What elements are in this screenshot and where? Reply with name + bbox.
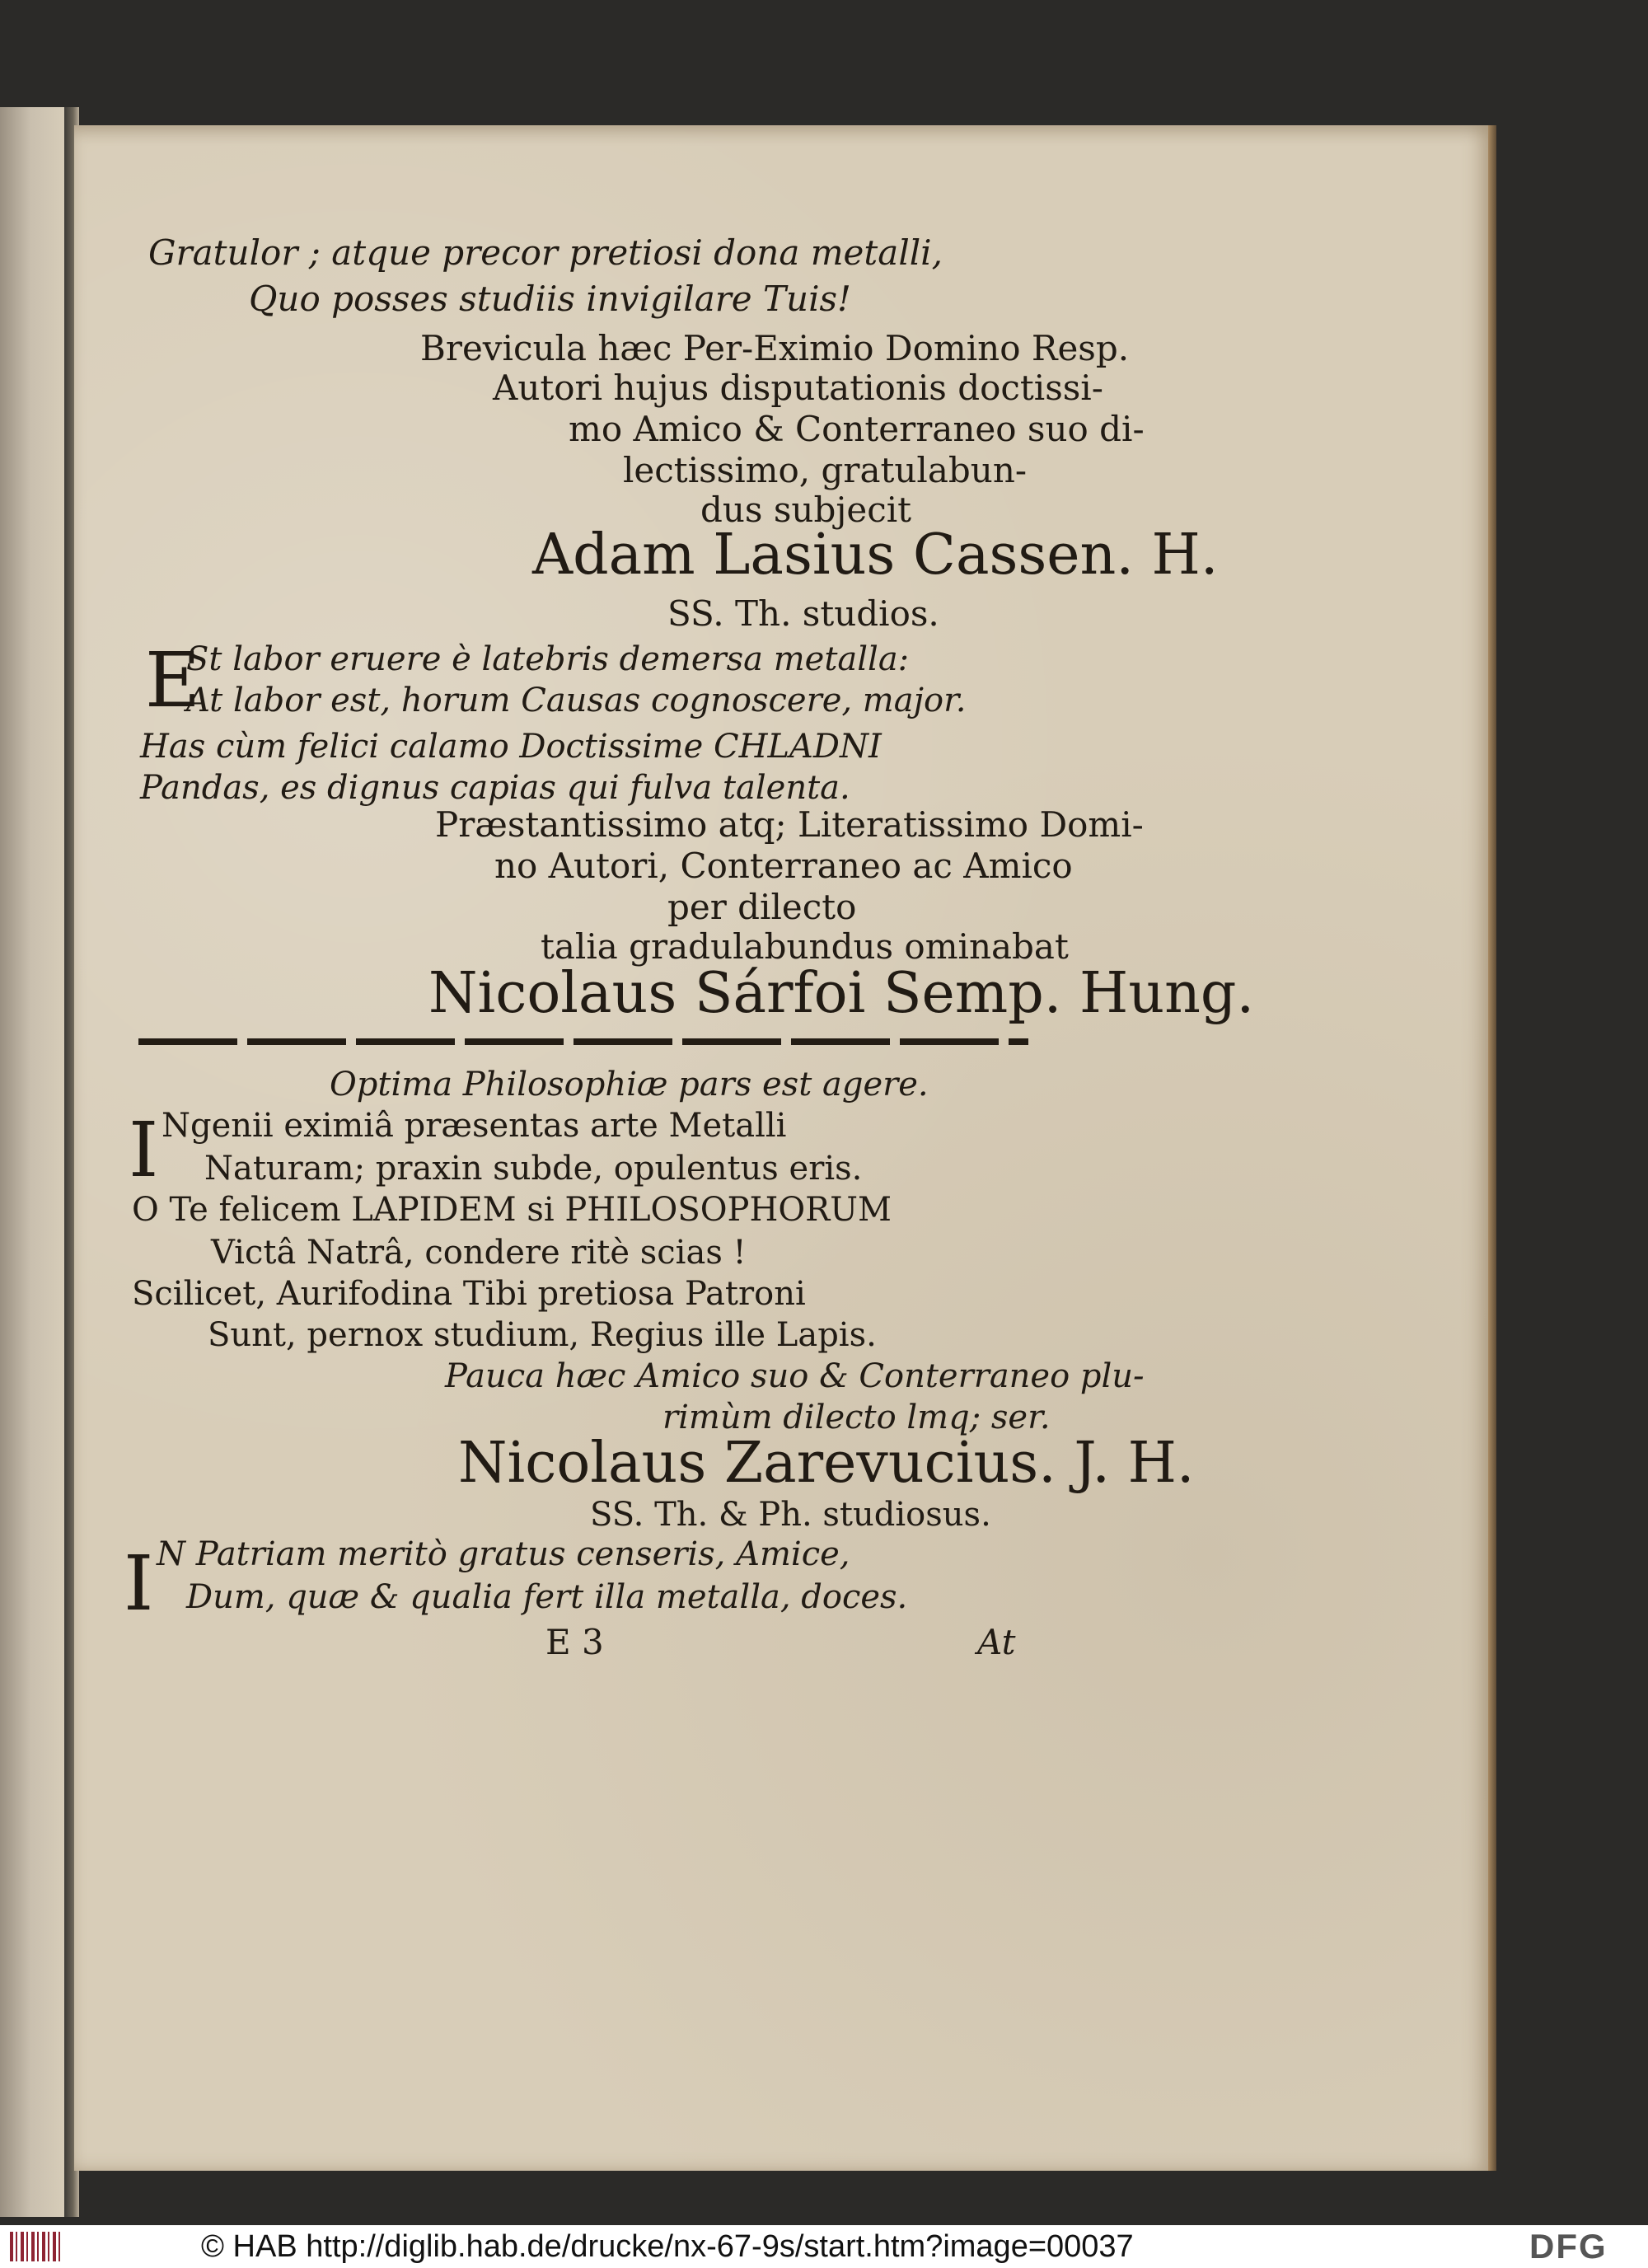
- author-name: Nicolaus Sárfoi Semp. Hung.: [428, 961, 1255, 1026]
- verse-line: Gratulor ; atque precor pretiosi dona metalli,: [148, 232, 943, 273]
- drop-cap: I: [129, 1106, 159, 1194]
- dedication-line: Brevicula hæc Per-Eximio Domino Resp.: [420, 328, 1130, 368]
- author-name: Nicolaus Zarevucius. J. H.: [458, 1431, 1195, 1496]
- dedication-line: dus subjecit: [700, 490, 912, 530]
- dedication-line: lectissimo, gratulabun-: [623, 450, 1028, 490]
- dedication-line: Pauca hæc Amico suo & Conterraneo plu-: [445, 1357, 1145, 1395]
- catchword: At: [977, 1622, 1016, 1662]
- copyright-link[interactable]: © HAB http://diglib.hab.de/drucke/nx-67-9s/start.htm?image=00037: [201, 2229, 1134, 2264]
- verse-line: Sunt, pernox studium, Regius ille Lapis.: [208, 1316, 877, 1354]
- dedication-line: Præstantissimo atq; Literatissimo Domi-: [435, 804, 1144, 845]
- copyright-footer: [0, 2225, 1648, 2268]
- verse-line: Scilicet, Aurifodina Tibi pretiosa Patroni: [132, 1275, 806, 1313]
- motto: Optima Philosophiæ pars est agere.: [330, 1066, 929, 1104]
- dedication-line: per dilecto: [667, 887, 857, 927]
- verse-line: Dum, quæ & qualia fert illa metalla, doces.: [186, 1578, 908, 1616]
- page-edge: [1488, 125, 1496, 2171]
- dedication-line: rimùm dilecto lmq; ser.: [662, 1399, 1051, 1436]
- verse-line: Quo posses studiis invigilare Tuis!: [249, 279, 851, 319]
- drop-cap: E: [145, 636, 201, 724]
- verse-line: Naturam; praxin subde, opulentus eris.: [204, 1150, 863, 1188]
- dedication-line: Autori hujus disputationis doctissi-: [493, 368, 1103, 408]
- section-divider: [138, 1038, 1028, 1045]
- previous-page-edge: [0, 107, 68, 2217]
- dedication-line: no Autori, Conterraneo ac Amico: [494, 846, 1073, 886]
- verse-line: Victâ Natrâ, condere ritè scias !: [211, 1234, 747, 1272]
- verse-line: O Te felicem LAPIDEM si PHILOSOPHORUM: [132, 1191, 892, 1229]
- author-title: SS. Th. studios.: [667, 593, 939, 634]
- verse-line: Pandas, es dignus capias qui fulva talenta.: [140, 769, 850, 807]
- verse-line: Ngenii eximiâ præsentas arte Metalli: [162, 1107, 787, 1145]
- drop-cap: I: [124, 1539, 154, 1628]
- dedication-line: talia gradulabundus ominabat: [541, 926, 1069, 967]
- verse-line: Has cùm felici calamo Doctissime CHLADNI: [140, 728, 882, 766]
- barcode-icon: [10, 2232, 61, 2261]
- verse-line: N Patriam meritò gratus censeris, Amice,: [157, 1535, 850, 1573]
- verse-line: At labor est, horum Causas cognoscere, major.: [186, 682, 967, 719]
- signature-mark: E 3: [545, 1622, 604, 1662]
- author-title: SS. Th. & Ph. studiosus.: [590, 1496, 991, 1534]
- verse-line: St labor eruere è latebris demersa metalla:: [186, 640, 910, 678]
- dfg-logo: DFG: [1529, 2227, 1608, 2266]
- author-name: Adam Lasius Cassen. H.: [532, 522, 1219, 588]
- dedication-line: mo Amico & Conterraneo suo di-: [569, 409, 1145, 449]
